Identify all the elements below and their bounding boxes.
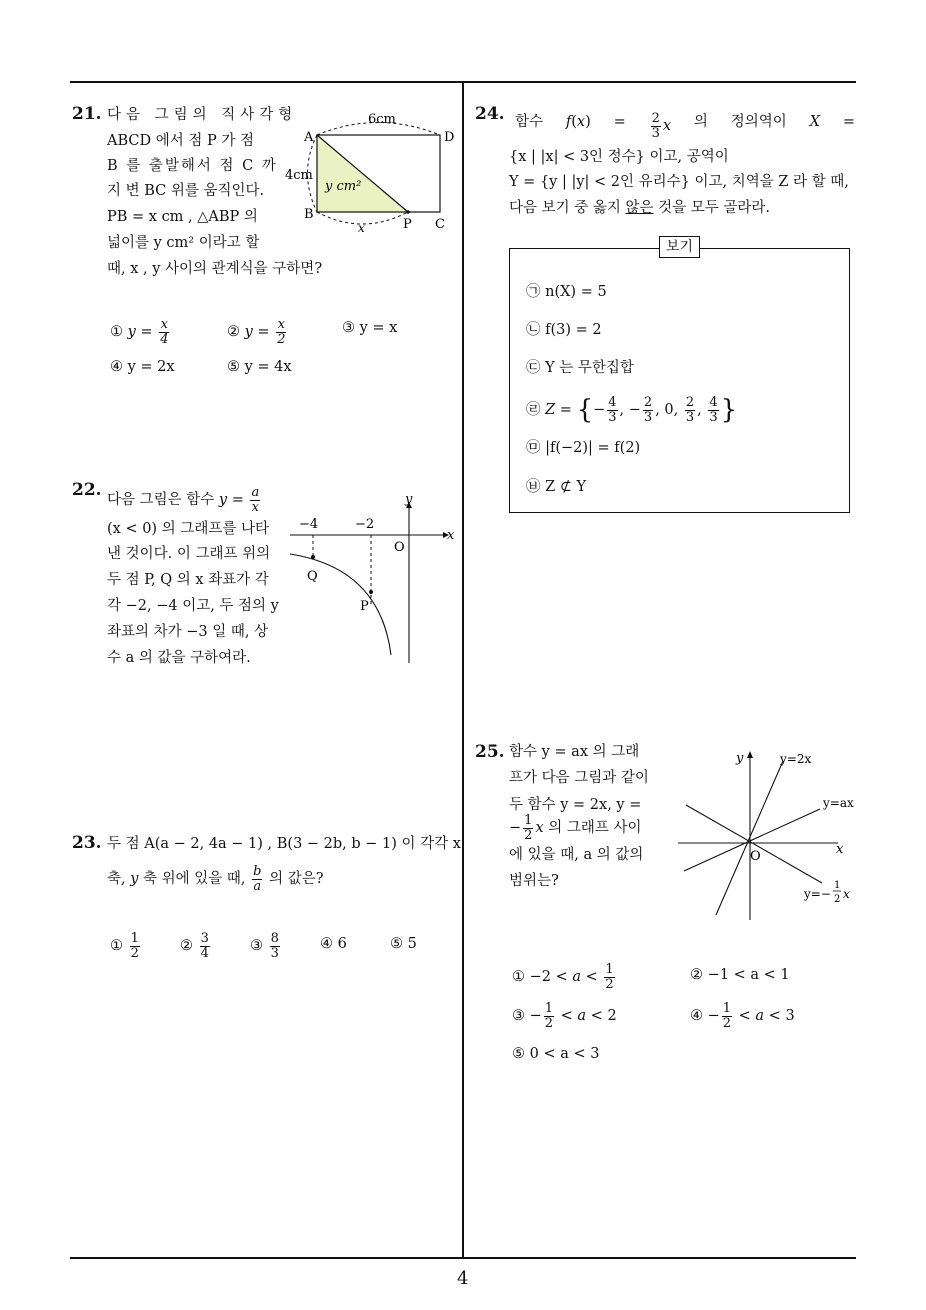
q24-item-5: ㉤ |f(−2)| = f(2) (526, 440, 641, 456)
q21-area-label: y cm² (325, 179, 362, 194)
q24-item-1: ㉠ n(X) = 5 (526, 284, 607, 300)
q21-number: 21. (72, 104, 102, 124)
q25-y-axis-label: y (736, 751, 744, 766)
q23-option-2[interactable]: ② $\frac{3}{4}$ (180, 931, 209, 961)
q21-point-a: A (304, 130, 314, 145)
svg-text:x: x (843, 887, 850, 901)
q25-graph-figure (670, 745, 860, 925)
q21-top-label: 6cm (368, 112, 396, 127)
q22-origin-label: O (394, 540, 405, 555)
q21-point-c: C (435, 217, 445, 232)
q23-option-3[interactable]: ③ $\frac{8}{3}$ (250, 931, 279, 961)
q21-left-label: 4cm (285, 168, 313, 183)
page-number: 4 (457, 1268, 469, 1289)
q25-origin-label: O (750, 849, 761, 864)
q22-point-q: Q (307, 569, 318, 584)
q21-option-1[interactable]: ① y = $\frac{x}{4}$ (110, 317, 169, 347)
q21-option-5[interactable]: ⑤ y = 4x (227, 359, 292, 375)
q25-option-3[interactable]: ③ − $\frac{1}{2}$ < a < 2 (512, 1001, 617, 1031)
q22-x-axis-label: x (447, 528, 455, 543)
q24-item-3: ㉢ Y 는 무한집합 (526, 360, 634, 376)
q22-point-p: P (360, 599, 369, 614)
q21-option-3[interactable]: ③ y = x (342, 320, 398, 336)
q25-number: 25. (475, 742, 505, 762)
q22-number: 22. (72, 480, 102, 500)
q21-point-p: P (403, 217, 412, 232)
bottom-rule (70, 1257, 856, 1259)
q25-option-4[interactable]: ④ − $\frac{1}{2}$ < a < 3 (690, 1001, 795, 1031)
q21-option-4[interactable]: ④ y = 2x (110, 359, 175, 375)
q24-item-2: ㉡ f(3) = 2 (526, 322, 602, 338)
q25-option-2[interactable]: ② −1 < a < 1 (690, 967, 790, 983)
q24-item-6: ㉥ Z ⊄ Y (526, 479, 587, 495)
q24-number: 24. (475, 104, 505, 124)
q25-option-5[interactable]: ⑤ 0 < a < 3 (512, 1046, 600, 1062)
q25-line-neg-half-x (803, 880, 850, 905)
q22-graph-figure (285, 488, 460, 668)
q25-option-1[interactable]: ① −2 < a < $\frac{1}{2}$ (512, 962, 614, 992)
q21-rectangle-figure (280, 108, 460, 238)
svg-text:2: 2 (834, 894, 841, 905)
q24-item-4: ㉣ Z = {− $\frac{4}{3}$ , − $\frac{2}{3}$ , 0, $\frac{2}{3}$ , $\frac{4}{3}$ } (526, 395, 738, 426)
column-divider (462, 82, 464, 1258)
q23-number: 23. (72, 833, 102, 853)
q25-line-ax: y=ax (823, 796, 854, 810)
q22-tick-neg4: −4 (299, 517, 319, 532)
svg-text:1: 1 (834, 880, 841, 891)
q25-line-2x: y=2x (780, 752, 812, 766)
q23-option-4[interactable]: ④ 6 (320, 936, 347, 952)
q21-point-b: B (304, 207, 314, 222)
q23-option-5[interactable]: ⑤ 5 (390, 936, 417, 952)
q25-x-axis-label: x (836, 842, 844, 857)
q22-tick-neg2: −2 (355, 517, 375, 532)
q24-bogi-label: 보기 (659, 236, 700, 258)
svg-text:y=−: y=− (804, 887, 831, 901)
q22-y-axis-label: y (405, 492, 413, 507)
q21-bottom-label: x (358, 221, 365, 235)
q21-option-2[interactable]: ② y = $\frac{x}{2}$ (227, 317, 286, 347)
q23-option-1[interactable]: ① $\frac{1}{2}$ (110, 931, 139, 961)
q21-point-d: D (444, 130, 455, 145)
